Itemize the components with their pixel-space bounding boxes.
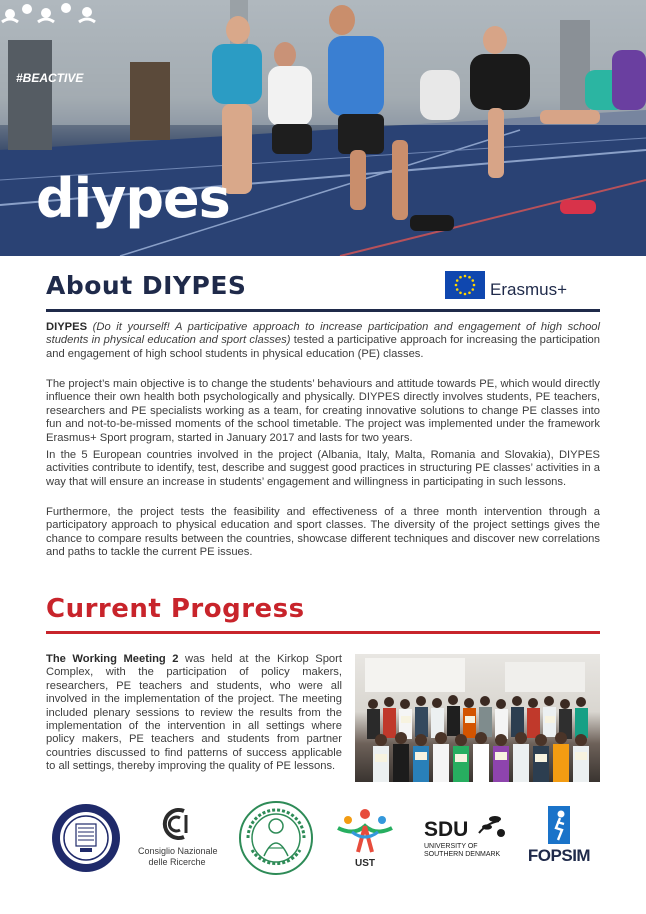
cnr-name-line-1: Consiglio Nazionale — [138, 846, 218, 856]
about-paragraph-4: Furthermore, the project tests the feasibility and effectiveness of a three month intervention through a participatory approach to physical education and sport classes. The diversity of the project settings gives the chance to compare results between the countries, showcase different techniques and discover new correlations and paths to tackle the current PE issues. — [46, 506, 600, 559]
ust-logo — [334, 806, 396, 858]
diypes-name: DIYPES — [46, 321, 88, 333]
about-paragraph-3: In the 5 European countries involved in the project (Albania, Italy, Malta, Romania and Slovakia), DIYPES activities contribute to identify, test, describe and suggest good practices in structuring PE classes’ activities in a way that will ensure an increase in students’ engagement and willingness in participating in such lessons. — [46, 449, 600, 488]
working-meeting-name: The Working Meeting 2 — [46, 653, 179, 665]
sdu-name-line-1: UNIVERSITY OF — [424, 843, 478, 850]
diypes-full-title: (Do it yourself! A participative approach to increase participation and engagement of high school students in physical education and sport classes) — [46, 321, 600, 347]
progress-divider — [46, 631, 600, 634]
about-title: About DIYPES — [46, 271, 247, 300]
diypes-logo: diypes — [36, 167, 230, 230]
ukf-nitra-seal-logo — [238, 800, 314, 876]
university-seal-logo — [50, 802, 122, 874]
eu-flag-icon — [445, 271, 485, 299]
erasmus-label: Erasmus+ — [490, 280, 567, 299]
fopsim-label: FOPSIM — [527, 846, 591, 865]
progress-paragraph — [46, 653, 342, 774]
sdu-label: SDU — [424, 818, 469, 841]
about-paragraph-1 — [46, 321, 600, 361]
about-paragraph-1-rest: tested a participative approach for increasing the participation and engagement of high school students in physical education (PE) classes. — [46, 334, 601, 360]
hero-banner — [0, 0, 646, 256]
progress-title: Current Progress — [46, 594, 305, 624]
fopsim-figure-icon — [548, 806, 570, 844]
about-divider — [46, 309, 600, 312]
ust-label: UST — [355, 858, 375, 869]
sdu-name-line-2: SOUTHERN DENMARK — [424, 851, 501, 858]
cnr-name-line-2: delle Ricerche — [148, 857, 206, 867]
wall-sign: #BEACTIVE — [16, 71, 84, 85]
people-dots-icon — [0, 0, 110, 26]
cnr-logo — [156, 805, 196, 843]
group-photo — [355, 654, 600, 782]
about-paragraph-2: The project’s main objective is to change the students’ behaviours and attitude towards PE, which would directly influence their own health both psychologically and physically. DIYPES directly involves students, PE teachers, researchers and PE specialists working as a team, for creating innovative solutions to change PE classes into fun and not-to-be-missed moments of the school timetable. The project was implemented under the framework Erasmus+ Sport program, started in January 2017 and lasts for two years. — [46, 378, 600, 444]
progress-paragraph-rest: was held at the Kirkop Sport Complex, with the participation of policy makers, researchers, PE teachers and students, who were all involved in the implementation of the project. The meeting included plenary sessions to review the results from the implementation of the intervention in all settings where policy makers, PE teachers and students from partner countries discussed to find patterns of success applicable to all settings, thereby improving the quality of PE lessons. — [46, 653, 342, 773]
sdu-leaf-icon — [477, 815, 507, 841]
